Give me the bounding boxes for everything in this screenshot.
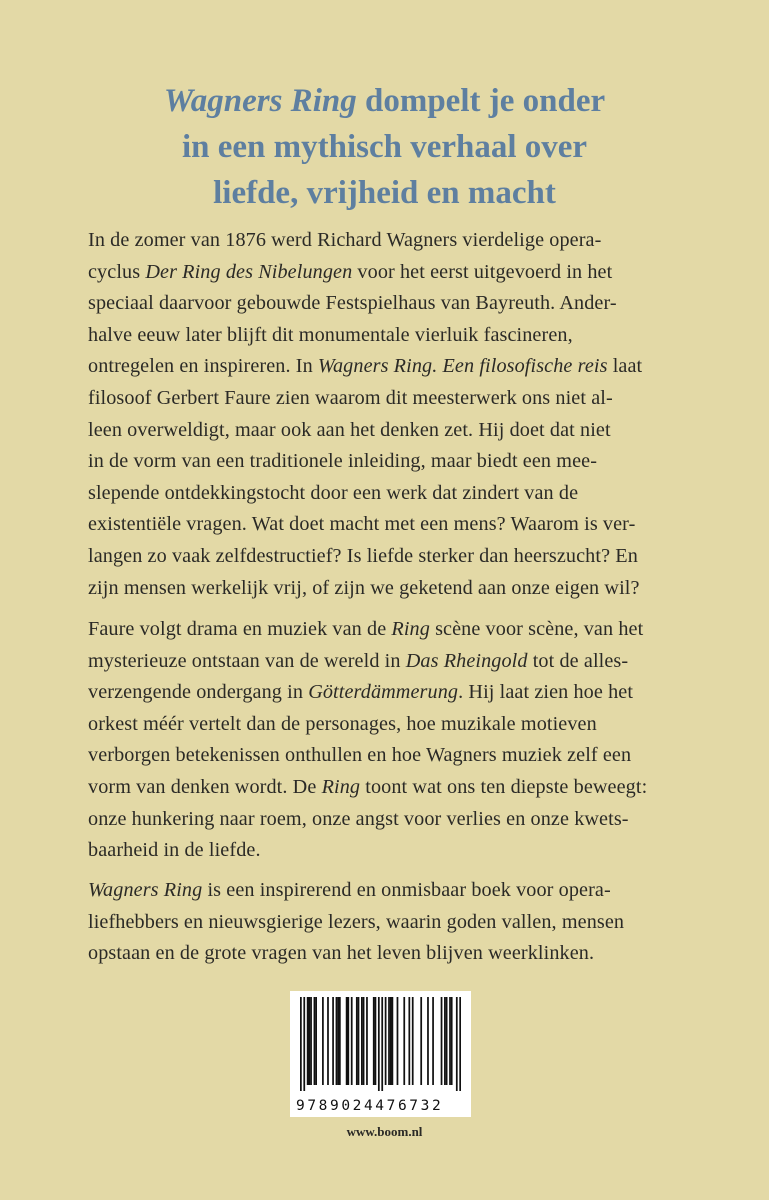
barcode-bar <box>303 997 305 1091</box>
barcode-bar <box>366 997 368 1085</box>
barcode-bar <box>446 997 448 1085</box>
text-segment: In de zomer van 1876 werd Richard Wagners vierdelige opera- <box>88 229 602 251</box>
text-line <box>88 740 688 772</box>
text-line <box>88 383 688 415</box>
barcode-bar <box>339 997 341 1085</box>
text-segment: slepende ontdekkingstocht door een werk dat zindert van de <box>88 481 579 504</box>
text-line <box>88 772 688 804</box>
text-segment: is een inspirerend en onmisbaar boek voor opera- <box>202 879 611 901</box>
barcode-bar <box>315 997 317 1085</box>
text-line <box>88 478 688 510</box>
heading-line-2: in een mythisch verhaal over <box>181 129 588 165</box>
publisher-website: www.boom.nl <box>346 1124 423 1139</box>
italic-title: Ring <box>391 618 430 640</box>
text-segment: cyclus <box>88 260 146 283</box>
barcode-bar <box>337 997 339 1085</box>
barcode-bar <box>363 997 365 1085</box>
barcode-bar <box>378 997 380 1091</box>
cover-heading <box>0 78 769 216</box>
barcode-bar <box>449 997 451 1085</box>
barcode-bar <box>385 997 387 1085</box>
text-segment: opstaan en de grote vragen van het leven blijven weerklinken. <box>88 942 595 965</box>
barcode-bar <box>392 997 394 1085</box>
blurb-paragraph-3 <box>88 875 688 970</box>
barcode-bar <box>432 997 434 1085</box>
barcode-bar <box>381 997 383 1091</box>
text-segment: voor het eerst uitgevoerd in het <box>352 260 613 283</box>
text-line <box>88 835 688 867</box>
barcode-bar <box>451 997 453 1085</box>
text-segment: leen overweldigt, maar ook aan het denken zet. Hij doet dat niet <box>88 418 611 441</box>
text-segment: in de vorm van een traditionele inleiding, maar biedt een mee- <box>88 450 598 473</box>
italic-title: Das Rheingold <box>405 649 528 672</box>
text-segment: speciaal daarvoor gebouwde Festspielhaus van Bayreuth. Ander- <box>88 292 617 315</box>
heading-line-1-rest: dompelt je onder <box>356 83 606 119</box>
text-line <box>88 875 688 907</box>
barcode-bar <box>408 997 410 1085</box>
barcode-bar <box>412 997 414 1085</box>
isbn-barcode <box>290 991 471 1117</box>
barcode-bar <box>310 997 312 1085</box>
italic-title: Wagners Ring <box>88 879 203 901</box>
text-segment: liefhebbers en nieuwsgierige lezers, waarin goden vallen, mensen <box>88 910 625 933</box>
barcode-bar <box>420 997 422 1085</box>
barcode-bar <box>373 997 375 1085</box>
barcode-bar <box>322 997 324 1085</box>
barcode-bar <box>403 997 405 1085</box>
text-segment: existentiële vragen. Wat doet macht met een mens? Waarom is ver- <box>88 513 636 536</box>
text-line <box>88 573 688 605</box>
barcode-bar <box>347 997 349 1085</box>
text-line <box>88 509 688 541</box>
italic-title: Ring <box>321 775 361 798</box>
text-line <box>88 907 688 939</box>
barcode-bar <box>388 997 390 1085</box>
heading-line-1 <box>0 78 769 124</box>
text-segment: laat <box>607 355 643 378</box>
text-segment: . Hij laat zien hoe het <box>458 681 634 704</box>
italic-title: Der Ring des Nibelungen <box>145 260 353 283</box>
text-segment: zijn mensen werkelijk vrij, of zijn we geketend aan onze eigen wil? <box>88 576 640 599</box>
barcode-bar <box>300 997 302 1091</box>
barcode-bar <box>397 997 399 1085</box>
italic-title: Götterdämmerung <box>308 681 459 704</box>
text-segment: langen zo vaak zelfdestructief? Is liefde sterker dan heerszucht? En <box>88 544 638 567</box>
italic-title: Wagners Ring. Een filosofische reis <box>317 355 608 378</box>
barcode-bar <box>459 997 461 1091</box>
text-segment: orkest méér vertelt dan de personages, hoe muzikale motieven <box>88 712 597 735</box>
text-segment: vorm van denken wordt. De <box>88 775 322 798</box>
heading-title: Wagners Ring <box>163 83 357 119</box>
isbn-digits: 9789024476732 <box>296 1098 444 1114</box>
barcode-bar <box>351 997 353 1085</box>
text-line <box>88 288 688 320</box>
text-segment: filosoof Gerbert Faure zien waarom dit meesterwerk ons niet al- <box>88 386 613 409</box>
text-line <box>88 320 688 352</box>
barcode-bar <box>307 997 309 1085</box>
barcode-bar <box>327 997 329 1085</box>
text-segment: verzengende ondergang in <box>88 681 309 704</box>
barcode-bar <box>456 997 458 1091</box>
barcode-bar <box>346 997 348 1085</box>
text-line <box>88 938 688 970</box>
text-line <box>88 415 688 447</box>
barcode-bar <box>427 997 429 1085</box>
barcode-bar <box>356 997 358 1085</box>
text-segment: scène voor scène, van het <box>429 618 644 640</box>
text-line <box>88 225 688 257</box>
text-segment: ontregelen en inspireren. In <box>88 355 318 378</box>
text-line <box>88 351 688 383</box>
barcode-bar <box>308 997 310 1085</box>
text-line <box>88 804 688 836</box>
text-line <box>88 677 688 709</box>
text-segment: Faure volgt drama en muziek van de <box>88 618 392 640</box>
text-line <box>88 541 688 573</box>
text-segment: toont wat ons ten diepste beweegt: <box>360 775 648 798</box>
text-line <box>88 257 688 289</box>
text-segment: verborgen betekenissen onthullen en hoe Wagners muziek zelf een <box>88 744 632 767</box>
blurb-paragraph-2 <box>88 614 688 867</box>
text-line <box>88 446 688 478</box>
text-segment: halve eeuw later blijft dit monumentale vierluik fascineren, <box>88 323 573 346</box>
text-line <box>88 646 688 678</box>
text-segment: onze hunkering naar roem, onze angst voor verlies en onze kwets- <box>88 807 629 830</box>
barcode-bar <box>314 997 316 1085</box>
barcode-bar <box>336 997 338 1085</box>
text-line <box>88 709 688 741</box>
text-segment: tot de alles- <box>527 649 629 672</box>
barcode-bar <box>444 997 446 1085</box>
barcode-bars <box>300 997 461 1091</box>
barcode-bar <box>358 997 360 1085</box>
text-segment: mysterieuze ontstaan van de wereld in <box>88 649 406 672</box>
text-segment: baarheid in de liefde. <box>88 839 261 862</box>
barcode-bar <box>332 997 334 1085</box>
barcode-bar <box>441 997 443 1085</box>
blurb-paragraph-1 <box>88 225 688 604</box>
barcode-bar <box>390 997 392 1085</box>
barcode-bar <box>375 997 377 1085</box>
text-line <box>88 614 688 646</box>
heading-line-3: liefde, vrijheid en macht <box>213 175 556 211</box>
barcode-bar <box>361 997 363 1085</box>
